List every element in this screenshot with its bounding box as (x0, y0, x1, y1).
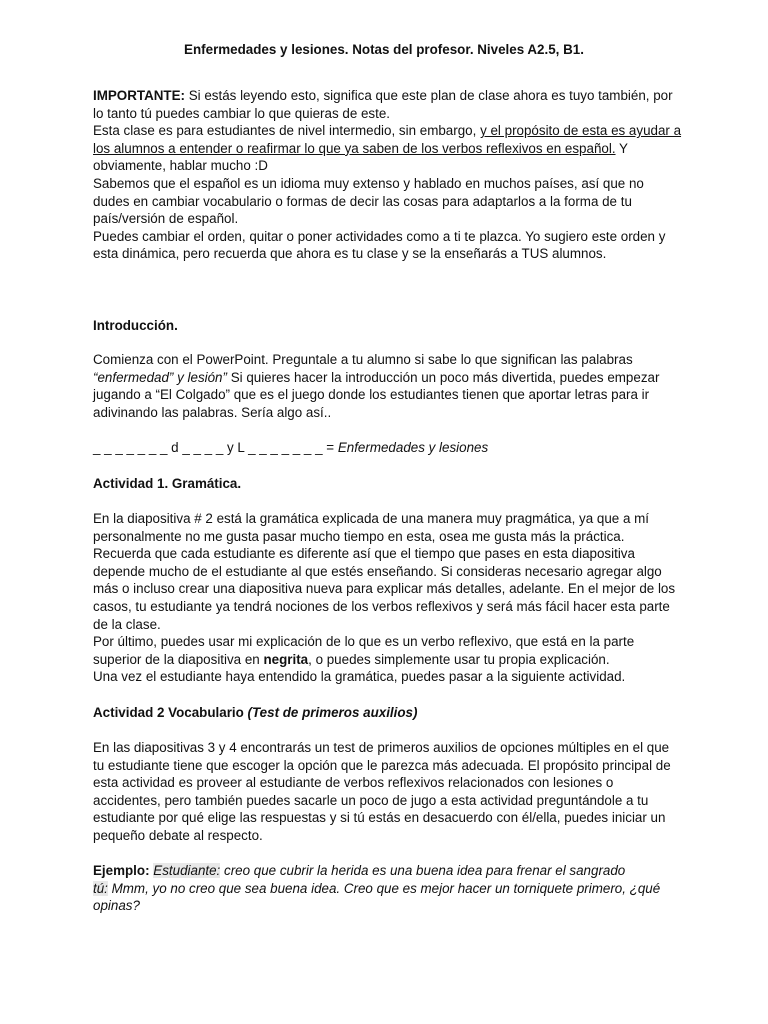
activity-1-text-b: , o puedes simplemente usar tu propia explicación. (308, 651, 610, 667)
hangman-puzzle (93, 439, 683, 457)
activity-2-section (93, 704, 683, 722)
intro-text-a: Comienza con el PowerPoint. Preguntale a tu alumno si sabe lo que significan las palabras (93, 352, 633, 367)
important-paragraph-2 (93, 122, 683, 175)
activity-1-paragraph-1: En la diapositiva # 2 está la gramática explicada de una manera muy pragmática, ya que a mí personalmente no me gusta pasar mucho tiempo en esta, osea me gusta más la práctica. Recuerda que cada estudiante es diferente así que el tiempo que pases en esta diapositiva depende mucho de el estudiante al que estés enseñando. Si consideras necesario agregar algo más o incluso crear una diapositiva nueva para explicar más detalles, adelante. En el mejor de los casos, tu estudiante ya tendrá nociones de los verbos reflexivos y será más fácil hacer esta parte de la clase. (93, 511, 676, 632)
activity-2-body (93, 739, 683, 845)
activity-1-section (93, 475, 683, 493)
intro-body (93, 351, 683, 421)
activity-2-heading-text: Actividad 2 Vocabulario (93, 705, 248, 720)
activity-2-heading (93, 704, 683, 722)
intro-text-b: Si quieres hacer la introducción un poco más divertida, puedes empezar jugando a “El Colgado” que es el juego donde los estudiantes tienen que aportar letras para ir adivinando las palabras. Sería algo así.. (93, 369, 660, 420)
intro-paragraph (93, 351, 683, 421)
important-section (93, 87, 683, 263)
intro-heading: Introducción. (93, 318, 178, 333)
hangman-answer: Enfermedades y lesiones (337, 440, 489, 455)
example-section (93, 862, 683, 915)
example-line-1 (93, 862, 683, 880)
activity-1-paragraph-2 (93, 633, 683, 668)
important-paragraph-1 (93, 87, 683, 122)
important-paragraph-3: Sabemos que el español es un idioma muy extenso y hablado en muchos países, así que no dudes en cambiar vocabulario o formas de decir las cosas para adaptarlos a la forma de tu país/versión de español. (93, 175, 644, 227)
important-text-1: Si estás leyendo esto, significa que este plan de clase ahora es tuyo también, por lo tanto tú puedes cambiar lo que quieras de este. (93, 88, 673, 121)
hangman-line (93, 439, 683, 457)
activity-1-bold-word: negrita (263, 651, 309, 667)
important-label: IMPORTANTE: (93, 88, 185, 103)
example-speaker-tu: tú: (93, 880, 108, 896)
example-line-1-text: creo que cubrir la herida es una buena idea para frenar el sangrado (220, 863, 626, 878)
activity-2-heading-italic: (Test de primeros auxilios) (247, 705, 418, 720)
activity-2-paragraph: En las diapositivas 3 y 4 encontrarás un test de primeros auxilios de opciones múltiples en el que tu estudiante tiene que escoger la opción que le parezca más adecuada. El propósito principal de esta actividad es proveer al estudiante de verbos reflexivos relacionados con lesiones o accidentes, pero también puedes sacarle un poco de jugo a esta actividad preguntándole a tu estudiante por qué elige las respuestas y si tú estás en desacuerdo con él/ella, puedes iniciar un pequeño debate al respecto. (93, 740, 671, 843)
document-title: Enfermedades y lesiones. Notas del profesor. Niveles A2.5, B1. (184, 42, 584, 57)
example-label: Ejemplo: (93, 863, 150, 878)
example-speaker-student: Estudiante: (153, 863, 221, 878)
important-paragraph-4: Puedes cambiar el orden, quitar o poner actividades como a ti te plazca. Yo sugiero este orden y esta dinámica, pero recuerda que ahora es tu clase y se la enseñarás a TUS alumnos. (93, 228, 666, 262)
intro-section (93, 317, 683, 335)
activity-1-heading: Actividad 1. Gramática. (93, 476, 242, 491)
example-line-2 (93, 880, 683, 915)
activity-1-body (93, 510, 683, 686)
important-text-2-tail: Y obviamente, hablar mucho :D (93, 140, 628, 174)
activity-1-text-a: Por último, puedes usar mi explicación de lo que es un verbo reflexivo, que está en la parte superior de la diapositiva en (93, 634, 635, 667)
hangman-blanks: _ _ _ _ _ _ _ d _ _ _ _ y L _ _ _ _ _ _ _ = (93, 440, 338, 455)
important-text-2: Esta clase es para estudiantes de nivel intermedio, sin embargo, (93, 123, 481, 139)
intro-italic-words: “enfermedad” y lesión” (93, 369, 227, 385)
important-text-2-underlined: y el propósito de esta es ayudar a los alumnos a entender o reafirmar lo que ya saben de los verbos reflexivos en español. (93, 123, 682, 156)
activity-1-paragraph-3: Una vez el estudiante haya entendido la gramática, puedes pasar a la siguiente actividad. (93, 669, 626, 685)
example-line-2-text: Mmm, yo no creo que sea buena idea. Creo que es mejor hacer un torniquete primero, ¿qué opinas? (93, 880, 661, 914)
